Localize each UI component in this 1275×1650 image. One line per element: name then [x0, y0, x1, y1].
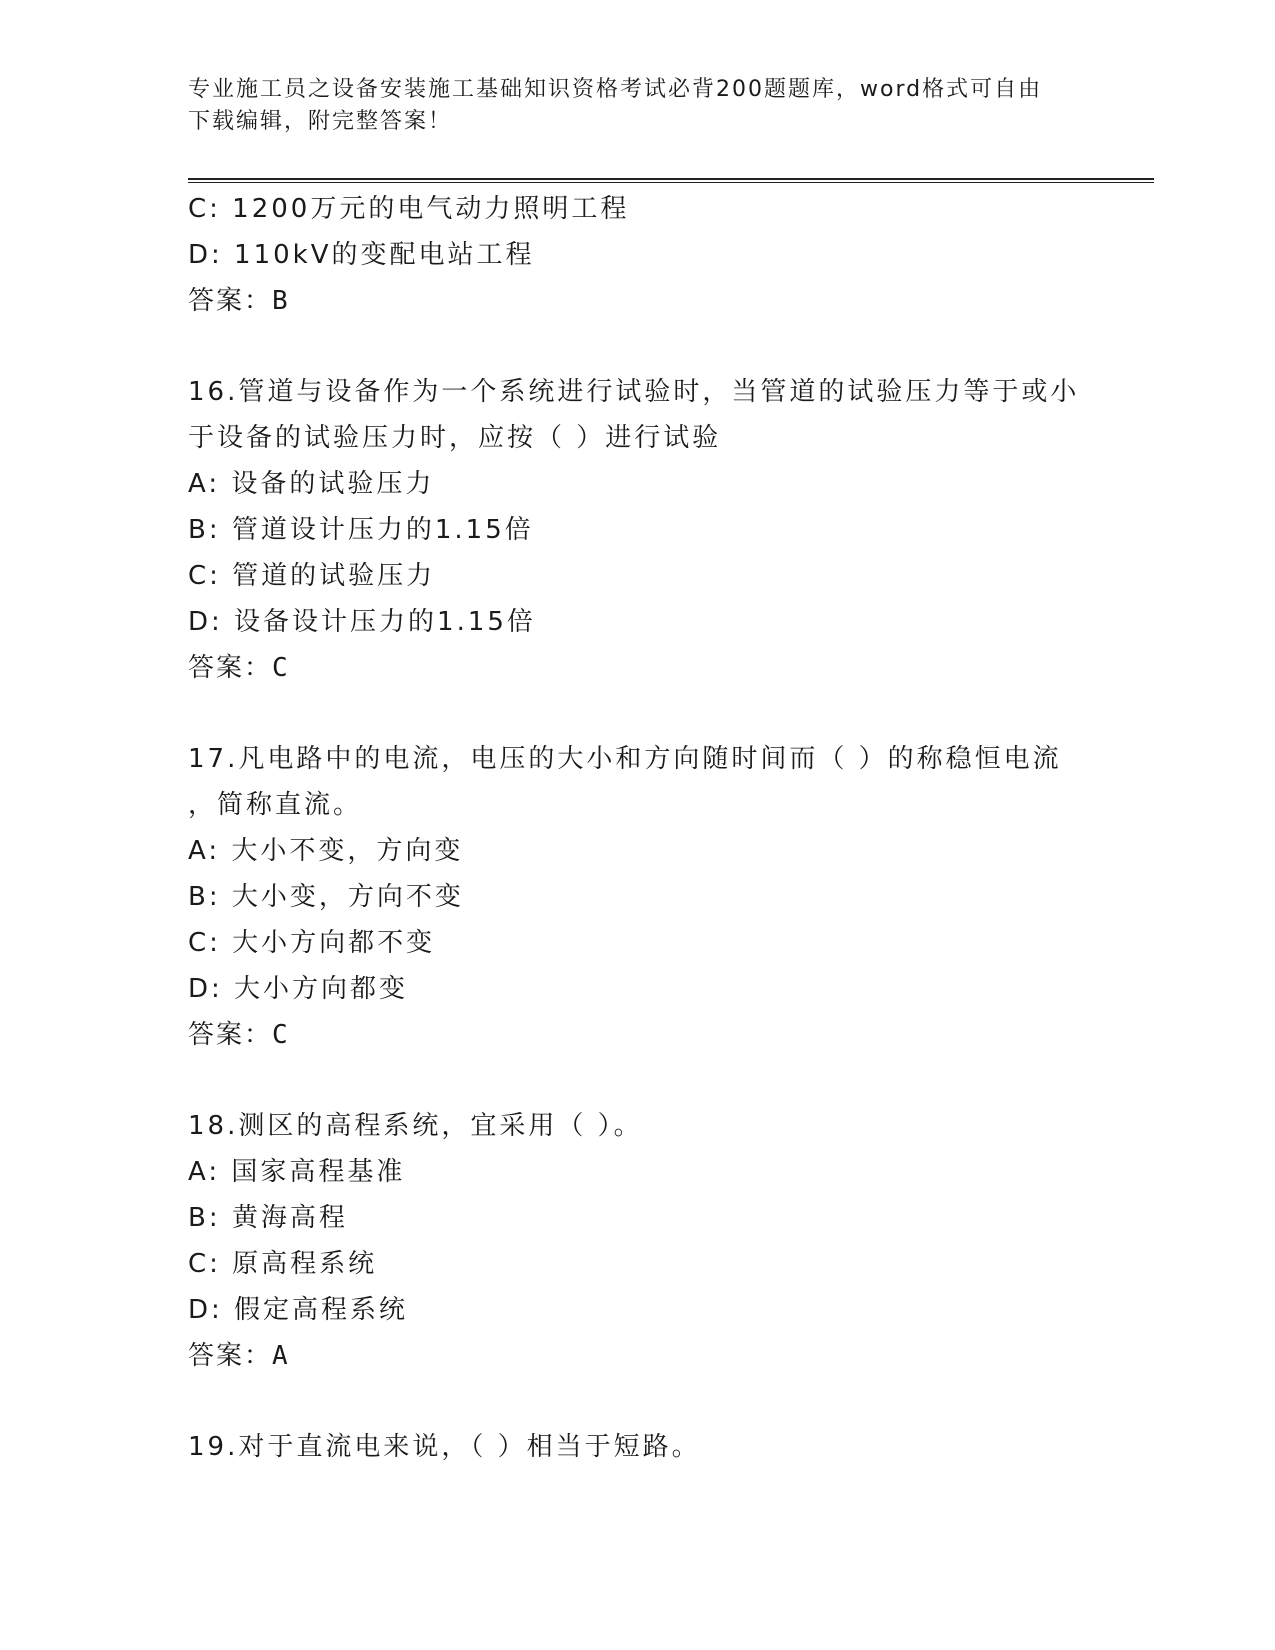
question-stem-line-2: 于设备的试验压力时，应按（ ）进行试验 [188, 423, 722, 453]
answer-line [188, 1012, 1148, 1058]
option-c: C: 管道的试验压力 [188, 561, 436, 591]
option-d: D: 假定高程系统 [188, 1295, 409, 1325]
option-b: B: 大小变，方向不变 [188, 882, 464, 912]
answer-label: 答案： [188, 1341, 273, 1371]
option-c: C: 大小方向都不变 [188, 928, 436, 958]
option-b: B: 管道设计压力的1.15倍 [188, 515, 534, 545]
question-18 [188, 1103, 1148, 1379]
question-17 [188, 736, 1148, 1058]
option-d: D: 设备设计压力的1.15倍 [188, 607, 536, 637]
option-d: D: 大小方向都变 [188, 974, 409, 1004]
header-line-1: 专业施工员之设备安装施工基础知识资格考试必背200题题库，word格式可自由 [188, 77, 1043, 102]
answer-value: A [272, 1341, 290, 1371]
option-d: D: 110kV的变配电站工程 [188, 240, 535, 270]
document-page [188, 0, 1148, 1650]
answer-label: 答案： [188, 286, 273, 316]
document-header [188, 74, 1088, 138]
answer-value: C [272, 653, 290, 683]
question-stem-line-1: 18.测区的高程系统，宜采用（ ）。 [188, 1111, 643, 1141]
answer-label: 答案： [188, 653, 273, 683]
question-16 [188, 369, 1148, 691]
header-line-2: 下载编辑，附完整答案！ [188, 109, 453, 134]
option-a: A: 国家高程基准 [188, 1157, 406, 1187]
answer-label: 答案： [188, 1020, 273, 1050]
option-a: A: 大小不变，方向变 [188, 836, 464, 866]
option-c: C: 原高程系统 [188, 1249, 378, 1279]
question-list [188, 186, 1148, 1470]
question-stem-line-1: 16.管道与设备作为一个系统进行试验时，当管道的试验压力等于或小 [188, 377, 1080, 407]
question-stem-line-2: ，简称直流。 [188, 790, 363, 820]
option-a: A: 设备的试验压力 [188, 469, 435, 499]
option-b: B: 黄海高程 [188, 1203, 348, 1233]
answer-line [188, 1333, 1148, 1379]
question-19 [188, 1424, 1148, 1470]
question-stem-line-1: 17.凡电路中的电流，电压的大小和方向随时间而（ ）的称稳恒电流 [188, 744, 1062, 774]
answer-line [188, 278, 1148, 324]
question-15-continued [188, 186, 1148, 324]
option-c: C: 1200万元的电气动力照明工程 [188, 194, 630, 224]
answer-value: C [272, 1020, 290, 1050]
answer-value: B [272, 286, 290, 316]
header-divider [188, 178, 1154, 183]
answer-line [188, 645, 1148, 691]
question-stem-line-1: 19.对于直流电来说，（ ）相当于短路。 [188, 1432, 701, 1462]
